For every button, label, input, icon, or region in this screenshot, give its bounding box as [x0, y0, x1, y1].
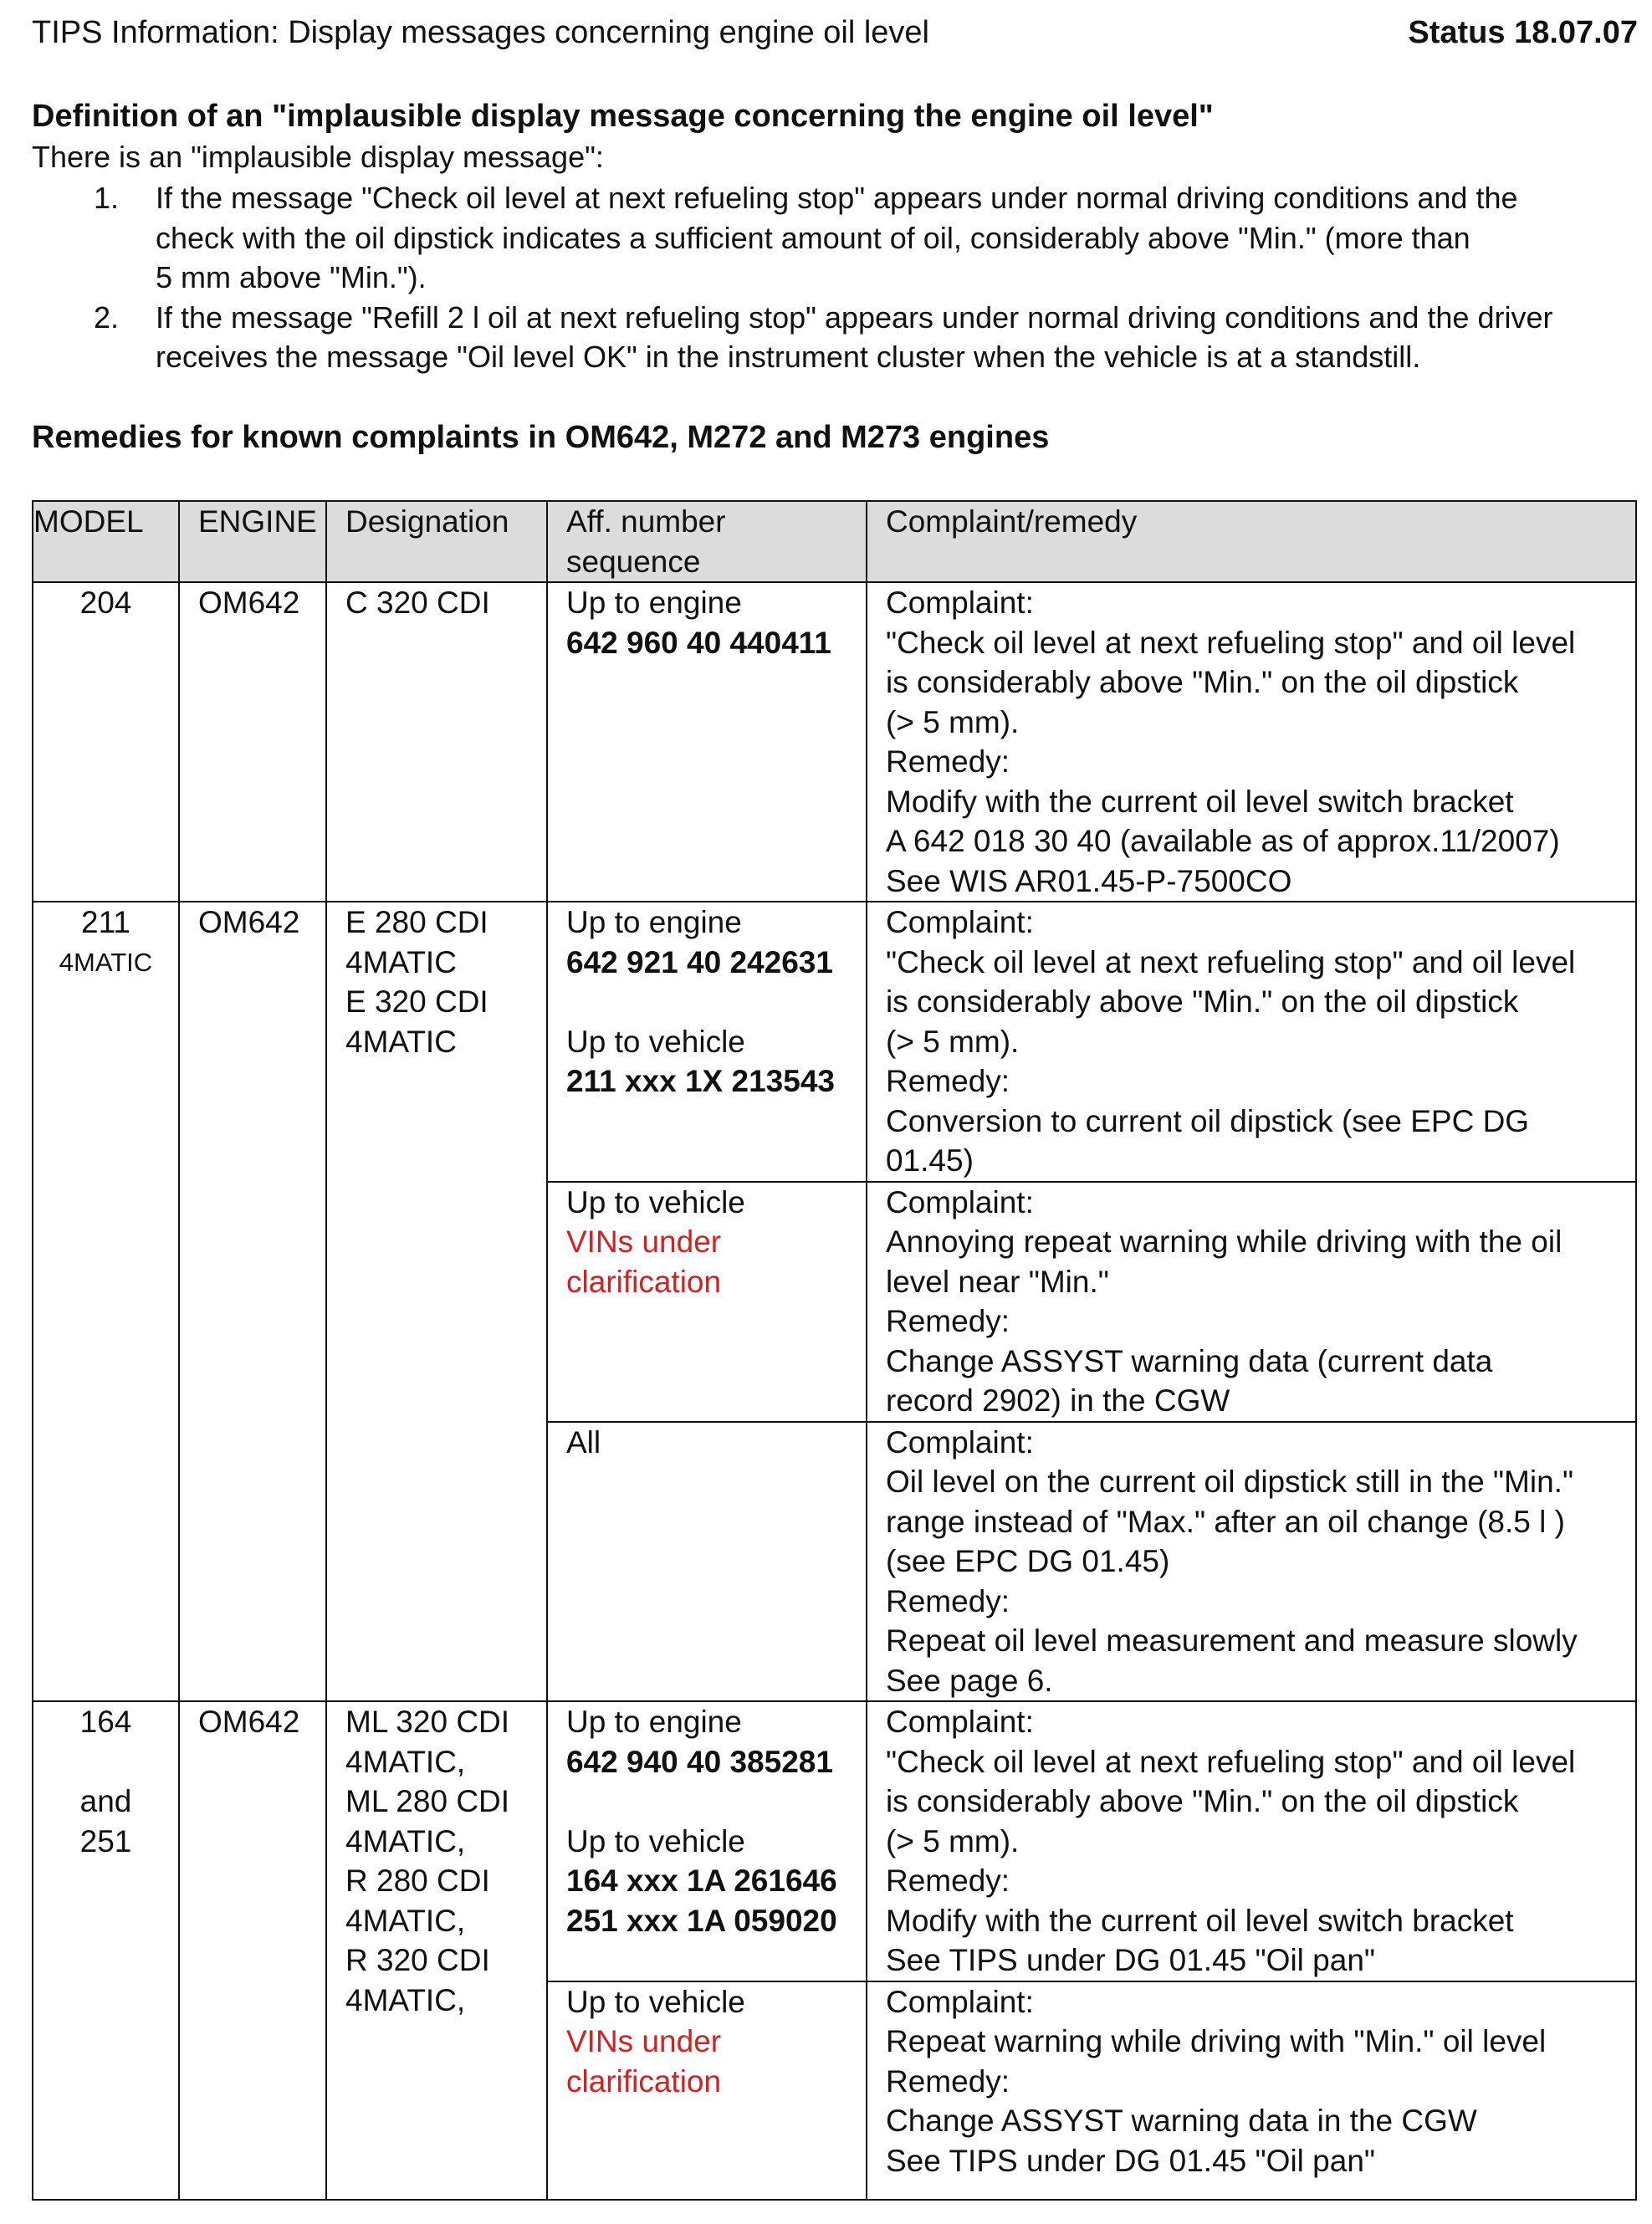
engine-value: OM642 — [198, 585, 300, 620]
aff-note: clarification — [566, 2063, 722, 2099]
remedy-line: (> 5 mm). — [886, 1823, 1020, 1858]
definition-heading: Definition of an "implausible display message concerning the engine oil level" — [32, 99, 1214, 134]
complaint-remedy-cell — [867, 1701, 1636, 1981]
remedy-line: Complaint: — [886, 1184, 1034, 1219]
aff-label: Up to engine — [566, 1705, 742, 1739]
remedy-line: record 2902) in the CGW — [886, 1383, 1230, 1418]
engine-value: OM642 — [198, 905, 300, 939]
definition-intro: There is an "implausible display message": — [32, 140, 604, 174]
aff-note: VINs under — [566, 2024, 722, 2058]
remedy-line: level near "Min." — [886, 1264, 1109, 1299]
complaint-remedy-cell — [867, 1981, 1636, 2200]
spacer — [566, 1782, 866, 1822]
model-value: 164 — [79, 1705, 132, 1739]
document-status: Status 18.07.07 — [1408, 15, 1638, 50]
remedy-line: Annoying repeat warning while driving with the oil — [886, 1224, 1562, 1259]
remedy-line: Change ASSYST warning data in the CGW — [886, 2104, 1477, 2138]
designation-value: 4MATIC, — [345, 1903, 466, 1938]
remedy-line: See page 6. — [886, 1663, 1053, 1698]
complaint-remedy-cell — [867, 902, 1636, 1182]
remedy-line: Modify with the current oil level switch bracket — [886, 1903, 1514, 1938]
aff-label: Up to vehicle — [566, 1184, 745, 1219]
model-cell — [33, 582, 179, 902]
designation-value: C 320 CDI — [345, 585, 490, 620]
spacer — [33, 1742, 178, 1782]
remedy-line: Remedy: — [886, 1304, 1010, 1338]
aff-number: 251 xxx 1A 059020 — [566, 1903, 837, 1938]
designation-value: 4MATIC — [345, 1024, 457, 1059]
definition-list — [32, 178, 1638, 377]
definition-item-line: receives the message "Oil level OK" in the instrument cluster when the vehicle is at a standstill. — [156, 340, 1421, 374]
remedy-line: (> 5 mm). — [886, 704, 1020, 739]
remedy-line: Change ASSYST warning data (current data — [886, 1343, 1493, 1378]
remedy-line: See TIPS under DG 01.45 "Oil pan" — [886, 2143, 1376, 2178]
aff-number-cell — [547, 1981, 867, 2200]
remedy-line: Complaint: — [886, 1424, 1034, 1460]
remedy-line: Repeat warning while driving with "Min." oil level — [886, 2024, 1547, 2058]
definition-item — [32, 298, 1638, 377]
remedy-line: "Check oil level at next refueling stop" and oil level — [886, 1744, 1576, 1779]
remedies-heading: Remedies for known complaints in OM642, M272 and M273 engines — [32, 420, 1050, 455]
column-header-designation: Designation — [326, 501, 547, 582]
definition-item-line: If the message "Check oil level at next refueling stop" appears under normal driving conditions and the — [156, 181, 1518, 215]
aff-number: 642 940 40 385281 — [566, 1744, 833, 1779]
document-title: TIPS Information: Display messages concerning engine oil level — [32, 15, 929, 50]
remedy-line: "Check oil level at next refueling stop" and oil level — [886, 625, 1576, 660]
model-sub-value: 4MATIC — [59, 947, 153, 977]
aff-number-cell — [547, 1182, 867, 1422]
aff-number: 642 960 40 440411 — [566, 625, 831, 660]
column-header-aff-number — [547, 501, 867, 582]
designation-value: E 320 CDI — [345, 984, 488, 1019]
remedies-table — [32, 500, 1637, 2201]
aff-number-cell — [547, 1422, 867, 1702]
engine-value: OM642 — [198, 1705, 300, 1739]
remedy-line: Remedy: — [886, 2063, 1010, 2099]
aff-number: 211 xxx 1X 213543 — [566, 1064, 835, 1098]
model-cell — [33, 1701, 179, 2200]
remedy-line: Remedy: — [886, 1864, 1010, 1898]
aff-number: 642 921 40 242631 — [566, 944, 833, 979]
aff-label: Up to vehicle — [566, 1984, 745, 2019]
complaint-remedy-cell — [867, 582, 1636, 902]
remedy-line: Conversion to current oil dipstick (see EPC DG — [886, 1103, 1530, 1138]
model-value: 211 — [81, 905, 130, 939]
definition-item-line: check with the oil dipstick indicates a sufficient amount of oil, considerably above "Min." (more than — [156, 220, 1470, 255]
aff-label: Up to engine — [566, 905, 742, 939]
remedy-line: See TIPS under DG 01.45 "Oil pan" — [886, 1943, 1376, 1977]
remedy-line: is considerably above "Min." on the oil dipstick — [886, 1784, 1519, 1818]
definition-item-line: 5 mm above "Min."). — [156, 260, 427, 294]
definition-item-number: 1. — [94, 181, 120, 215]
remedy-line: A 642 018 30 40 (available as of approx.11/2007) — [886, 824, 1560, 858]
remedy-line: Remedy: — [886, 744, 1010, 779]
table-row — [33, 902, 1636, 1182]
designation-value: 4MATIC, — [345, 1823, 466, 1858]
column-header-engine: ENGINE — [179, 501, 326, 582]
aff-number-cell — [547, 582, 867, 902]
table-row — [33, 582, 1636, 902]
remedy-line: "Check oil level at next refueling stop" and oil level — [886, 944, 1576, 979]
engine-cell — [179, 1701, 326, 2200]
aff-number-cell — [547, 902, 867, 1182]
column-header-aff-line: sequence — [566, 544, 701, 579]
remedy-line: Oil level on the current oil dipstick still in the "Min." — [886, 1465, 1574, 1499]
remedy-line: Complaint: — [886, 1705, 1034, 1739]
remedy-line: Modify with the current oil level switch bracket — [886, 784, 1514, 819]
table-header-row — [33, 501, 1636, 582]
remedy-line: Remedy: — [886, 1583, 1010, 1618]
aff-label: Up to vehicle — [566, 1024, 745, 1059]
aff-number: 164 xxx 1A 261646 — [566, 1864, 837, 1898]
designation-value: ML 320 CDI — [345, 1705, 510, 1739]
aff-number-cell — [547, 1701, 867, 1981]
designation-value: R 280 CDI — [345, 1864, 490, 1898]
aff-note: VINs under — [566, 1224, 722, 1259]
designation-value: E 280 CDI — [345, 905, 488, 939]
remedy-line: Repeat oil level measurement and measure slowly — [886, 1623, 1578, 1658]
designation-cell — [326, 902, 547, 1701]
remedy-line: Remedy: — [886, 1064, 1010, 1098]
designation-value: 4MATIC — [345, 944, 457, 979]
definition-item-number: 2. — [94, 299, 120, 335]
remedy-line: (> 5 mm). — [886, 1024, 1020, 1059]
designation-cell — [326, 1701, 547, 2200]
designation-value: 4MATIC, — [345, 1982, 466, 2017]
column-header-model: MODEL — [33, 501, 179, 582]
model-value: 204 — [79, 585, 132, 620]
aff-note: clarification — [566, 1264, 722, 1299]
designation-cell — [326, 582, 547, 902]
table-row — [33, 1701, 1636, 1981]
remedy-line: Complaint: — [886, 1984, 1034, 2019]
remedy-line: See WIS AR01.45-P-7500CO — [886, 863, 1292, 898]
definition-item — [32, 178, 1638, 298]
aff-label: Up to vehicle — [566, 1823, 745, 1858]
designation-value: ML 280 CDI — [345, 1784, 510, 1818]
aff-label: All — [566, 1424, 601, 1460]
remedy-line: Complaint: — [886, 905, 1034, 939]
document-header — [32, 15, 1638, 62]
model-value: and — [79, 1784, 132, 1818]
remedy-line: is considerably above "Min." on the oil dipstick — [886, 984, 1519, 1019]
engine-cell — [179, 902, 326, 1701]
definition-item-line: If the message "Refill 2 l oil at next refueling stop" appears under normal driving conditions and the driver — [156, 299, 1553, 335]
complaint-remedy-cell — [867, 1182, 1636, 1422]
column-header-aff-line: Aff. number — [566, 504, 726, 539]
engine-cell — [179, 582, 326, 902]
spacer — [566, 982, 866, 1022]
model-value: 251 — [79, 1823, 132, 1858]
complaint-remedy-cell — [867, 1422, 1636, 1702]
designation-value: R 320 CDI — [345, 1943, 490, 1977]
column-header-complaint-remedy: Complaint/remedy — [867, 501, 1636, 582]
designation-value: 4MATIC, — [345, 1744, 466, 1779]
model-cell — [33, 902, 179, 1701]
remedy-line: range instead of "Max." after an oil change (8.5 l ) — [886, 1504, 1565, 1539]
remedy-line: is considerably above "Min." on the oil dipstick — [886, 665, 1519, 699]
remedy-line: (see EPC DG 01.45) — [886, 1544, 1170, 1578]
aff-label: Up to engine — [566, 585, 742, 620]
remedy-line: 01.45) — [886, 1143, 974, 1178]
remedy-line: Complaint: — [886, 585, 1034, 620]
